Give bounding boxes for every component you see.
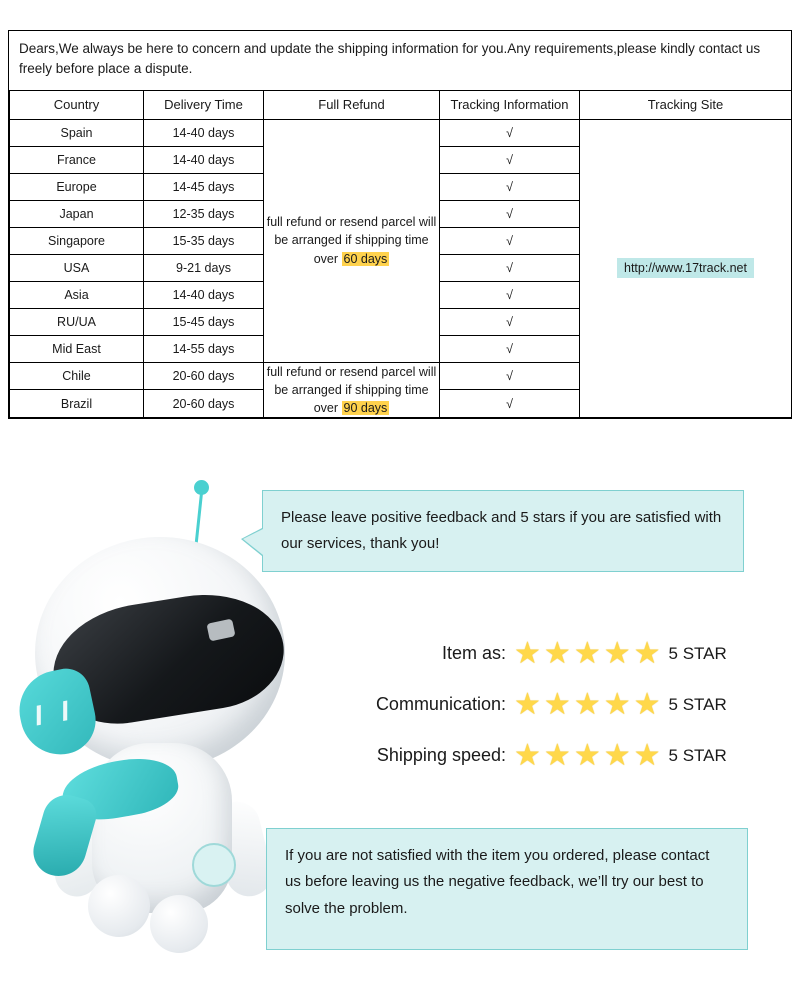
column-header-delivery-time: Delivery Time [144,90,264,119]
star-icon: ★ [603,636,631,670]
cell-country: Mid East [10,335,144,362]
rating-value: 5 STAR [668,745,727,765]
cell-country: Spain [10,119,144,146]
column-header-tracking-information: Tracking Information [440,90,580,119]
cell-delivery-time: 15-35 days [144,227,264,254]
star-icon: ★ [543,738,571,772]
star-icon: ★ [514,738,541,772]
cell-country: Chile [10,362,144,390]
star-icon: ★ [633,687,661,721]
cell-country: USA [10,254,144,281]
cell-tracking: √ [440,281,580,308]
rating-value: 5 STAR [668,694,727,714]
cell-tracking: √ [440,254,580,281]
star-icon: ★ [543,636,571,670]
cell-delivery-time: 14-40 days [144,119,264,146]
cell-country: Singapore [10,227,144,254]
star-icon: ★ [573,687,601,721]
cell-tracking: √ [440,335,580,362]
rating-row-shipping-speed [330,730,760,781]
negative-feedback-bubble: If you are not satisfied with the item you ordered, please contact us before leaving us the negative feedback, we’ll try our best to solve the problem. [266,828,748,950]
cell-delivery-time: 20-60 days [144,362,264,390]
rating-label: Item as: [441,643,506,663]
cell-country: Europe [10,173,144,200]
antenna-stem-icon [195,493,203,545]
cell-tracking: √ [440,362,580,390]
cell-tracking: √ [440,308,580,335]
cell-tracking: √ [440,146,580,173]
rating-value: 5 STAR [668,643,727,663]
cell-refund-60-days [264,119,440,362]
star-icon: ★ [603,738,631,772]
cell-country: Asia [10,281,144,308]
cell-delivery-time: 14-40 days [144,281,264,308]
cell-delivery-time: 14-55 days [144,335,264,362]
robot-right-leg [150,895,208,953]
cell-country: Brazil [10,390,144,418]
star-rating [514,687,661,721]
star-icon: ★ [633,738,661,772]
rating-row-item-as [330,628,760,679]
cell-country: France [10,146,144,173]
refund-highlight-60: 60 days [343,251,388,266]
star-rating [514,738,661,772]
shipping-intro-text: Dears,We always be here to concern and update the shipping information for you.Any requirements,please kindly contact us freely before place a dispute. [19,41,761,77]
shipping-table [9,90,792,418]
cell-tracking: √ [440,200,580,227]
tracking-site-link[interactable]: http://www.17track.net [617,258,754,278]
shipping-info-panel [8,30,792,419]
table-header-row [10,90,792,119]
cell-tracking: √ [440,173,580,200]
feedback-panel [0,430,800,984]
rating-label: Shipping speed: [376,745,506,765]
star-icon: ★ [514,687,541,721]
cell-tracking: √ [440,227,580,254]
rating-row-communication [330,679,760,730]
cell-delivery-time: 15-45 days [144,308,264,335]
refund-text-60: full refund or resend parcel will be arranged if shipping time over [266,215,437,266]
star-icon: ★ [573,636,601,670]
cell-delivery-time: 12-35 days [144,200,264,227]
cell-refund-90-days [264,362,440,417]
cell-delivery-time: 14-40 days [144,146,264,173]
star-icon: ★ [633,636,661,670]
refund-highlight-90: 90 days [343,400,388,415]
cell-tracking: √ [440,390,580,418]
star-rating [514,636,661,670]
cell-delivery-time: 20-60 days [144,390,264,418]
rating-label: Communication: [375,694,506,714]
star-icon: ★ [543,687,571,721]
star-icon: ★ [603,687,631,721]
robot-left-leg [88,875,150,937]
cell-delivery-time: 14-45 days [144,173,264,200]
star-icon: ★ [514,636,541,670]
cell-country: RU/UA [10,308,144,335]
robot-belly-badge [192,843,236,887]
cell-country: Japan [10,200,144,227]
positive-feedback-bubble: Please leave positive feedback and 5 stars if you are satisfied with our services, thank you! [262,490,744,572]
cell-tracking-site [580,119,792,417]
cell-tracking: √ [440,119,580,146]
cell-delivery-time: 9-21 days [144,254,264,281]
refund-text-90: full refund or resend parcel will be arranged if shipping time over [266,364,437,415]
column-header-full-refund: Full Refund [264,90,440,119]
column-header-country: Country [10,90,144,119]
star-icon: ★ [573,738,601,772]
ratings-list [330,628,760,781]
column-header-tracking-site: Tracking Site [580,90,792,119]
table-row [10,119,792,146]
